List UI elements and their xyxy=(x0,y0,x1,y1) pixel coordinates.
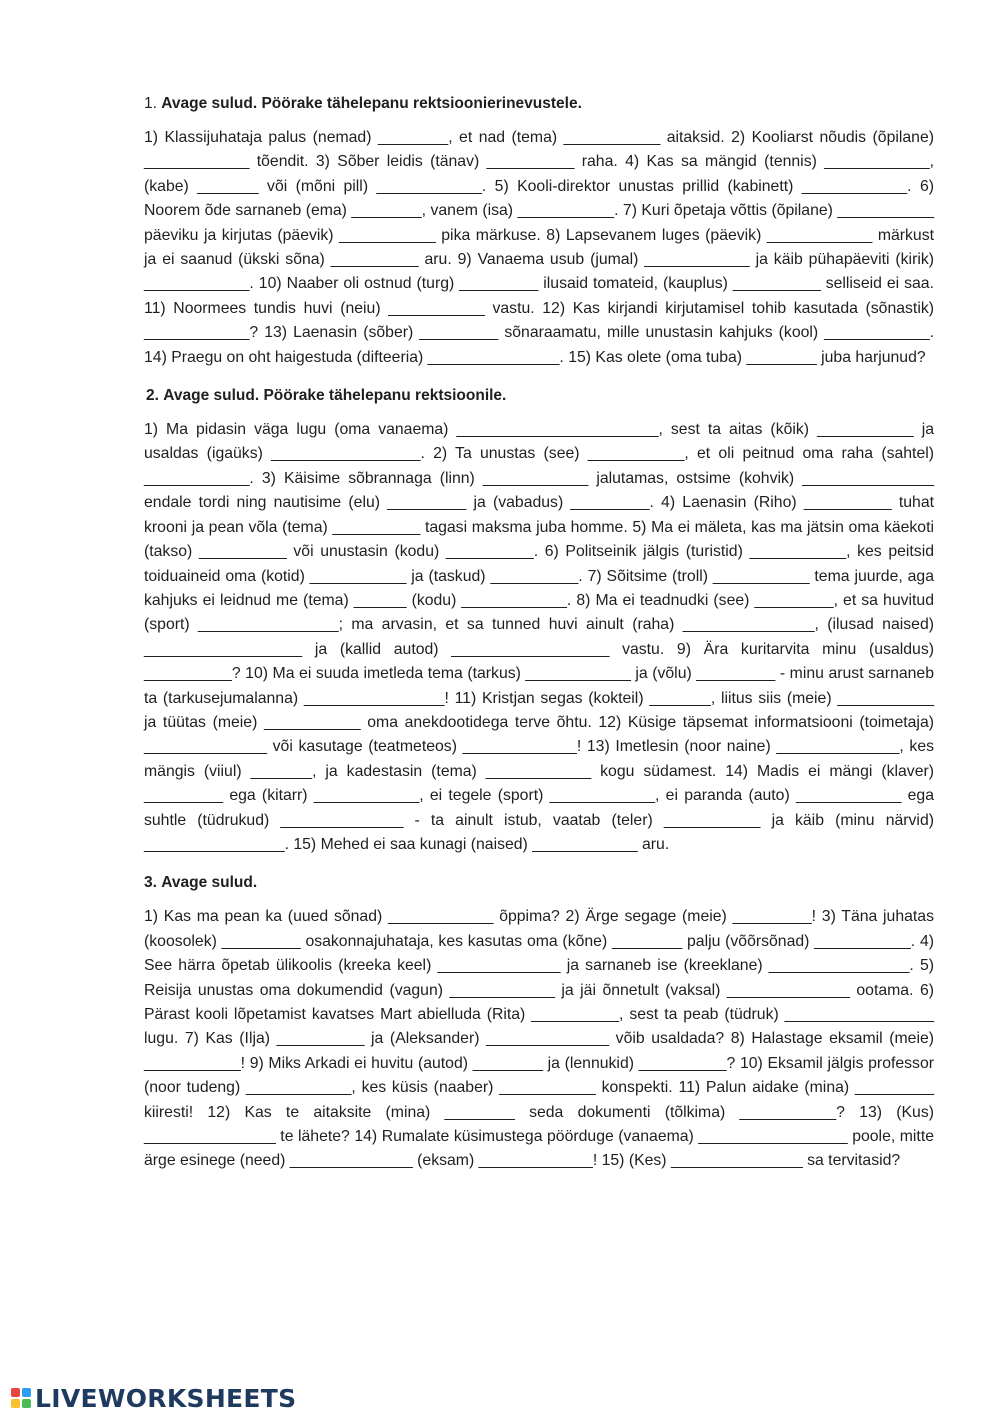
exercise-3-number: 3. xyxy=(144,874,157,892)
liveworksheets-logo xyxy=(10,1378,296,1418)
exercise-1-text: 1) Klassijuhataja palus (nemad) ________, et nad (tema) ___________ aitaksid. 2) Kooliarst nõudis (õpilane) ____________ tõendit. 3) Sõber leidis (tänav) __________ raha. 4) Kas sa mängid (tennis) ____________, (kabe) _______ või (mõni pill) ____________. 5) Kooli-direktor unustas prillid (kabinett) ____________. 6) Noorem õde sarnaneb (ema) ________, vanem (isa) ___________. 7) Kuri õpetaja võttis (õpilane) ___________ päeviku ja kirjutas (päevik) ___________ pika märkuse. 8) Lapsevanem luges (päevik) ____________ märkust ja ei saanud (ükski sõna) __________ aru. 9) Vanaema usub (jumal) ____________ ja käib pühapäeviti (kirik) ____________. 10) Naaber oli ostnud (turg) _________ ilusaid tomateid, (kauplus) __________ selliseid ei saa. 11) Noormees tundis huvi (neiu) ___________ vastu. 12) Kas kirjandi kirjutamisel tohib kasutada (sõnastik) ____________? 13) Laenasin (sõber) _________ sõnaraamatu, mille unustasin kahjuks (kool) ____________. 14) Praegu on oht haigestuda (difteeria) _______________. 15) Kas olete (oma tuba) ________ juba harjunud? xyxy=(144,129,934,366)
logo-text: LIVEWORKSHEETS xyxy=(35,1383,297,1413)
worksheet-page xyxy=(144,88,934,1188)
exercise-1-number: 1. xyxy=(144,95,157,112)
exercise-2-heading xyxy=(146,384,934,408)
liveworksheets-logo-icon xyxy=(10,1387,32,1409)
exercise-3-text: 1) Kas ma pean ka (uued sõnad) ____________ õppima? 2) Ärge segage (meie) _________! 3) Täna juhatas (koosolek) _________ osakonnajuhataja, kes kasutas oma (kõne) ________ palju (võõrsõnad) ___________. 4) See härra õpetab ülikoolis (kreeka keel) ______________ ja sarnaneb ise (kreeklane) ________________. 5) Reisija unustas oma dokumendid (vagun) ____________ ja jäi õnnetult (vaksal) ______________ ootama. 6) Pärast kooli lõpetamist kavatses Mart abielluda (Rita) __________, sest ta peab (tüdruk) _________________ lugu. 7) Kas (Ilja) __________ ja (Aleksander) ______________ võib usaldada? 8) Halastage eksamil (meie) ___________! 9) Miks Arkadi ei huvitu (autod) ________ ja (lennukid) __________? 10) Eksamil jälgis professor (noor tudeng) ____________, kes küsis (naaber) ___________ konspekti. 11) Palun aidake (mina) _________ kiiresti! 12) Kas te aitaksite (mina) ________ seda dokumenti (tõlkima) ___________? 13) (Kus) _______________ te lähete? 14) Rumalate küsimustega pöörduge (vanaema) _________________ poole, mitte ärge esinege (need) ______________ (eksam) _____________! 15) (Kes) _______________ sa tervitasid? xyxy=(144,908,934,1170)
exercise-3-title: Avage sulud. xyxy=(161,874,258,892)
exercise-2-text: 1) Ma pidasin väga lugu (oma vanaema) _______________________, sest ta aitas (kõik) ___________ ja usaldas (igaüks) _________________. 2) Ta unustas (see) ___________, et oli peitnud oma raha (sahtel) ____________. 3) Käisime sõbrannaga (linn) ____________ jalutamas, ostsime (kohvik) _______________ endale tordi ning nautisime (elu) _________ ja (vabadus) _________. 4) Laenasin (Riho) __________ tuhat krooni ja pean võla (tema) __________ tagasi maksma juba homme. 5) Ma ei mäleta, kas ma jätsin oma käekoti (takso) __________ või unustasin (kodu) __________. 6) Politseinik jälgis (turistid) ___________, kes peitsid toiduaineid oma (kotid) ___________ ja (taskud) __________. 7) Sõitsime (troll) ___________ tema juurde, aga kahjuks ei leidnud me (tema) ______ (kodu) ____________. 8) Ma ei teadnudki (see) _________, et sa huvitud (sport) ________________; ma arvasin, et sa tunned huvi ainult (raha) _______________, (ilusad naised) __________________ ja (kallid autod) __________________ vastu. 9) Ära kuritarvita minu (usaldus) __________? 10) Ma ei suuda imetleda tema (tarkus) ____________ ja (võlu) _________ - minu arust sarnaneb ta (tarkusejumalanna) ________________! 11) Kristjan segas (kokteil) _______, liitus siis (meie) ___________ ja tüütas (meie) ___________ oma anekdootidega terve õhtu. 12) Küsige täpsemat informatsiooni (toimetaja) ______________ või kasutage (teatmeteos) _____________! 13) Imetlesin (noor naine) ______________, kes mängis (viiul) _______, ja kadestasin (tema) ____________ kogu südamest. 14) Madis ei mängi (klaver) _________ ega (kitarr) ____________, ei tegele (sport) ____________, ei paranda (auto) ____________ ega suhtle (tüdrukud) ______________ - ta ainult istub, vaatab (teler) ___________ ja käib (minu närvid) ________________. 15) Mehed ei saa kunagi (naised) ____________ aru. xyxy=(144,421,934,853)
exercise-2-title: Avage sulud. Pöörake tähelepanu rektsioonile. xyxy=(163,387,507,405)
exercise-2-number: 2. xyxy=(146,387,159,405)
exercise-1-heading xyxy=(144,92,934,116)
exercise-3-heading xyxy=(144,871,934,895)
exercise-1-title: Avage sulud. Pöörake tähelepanu rektsioonierinevustele. xyxy=(161,95,582,112)
